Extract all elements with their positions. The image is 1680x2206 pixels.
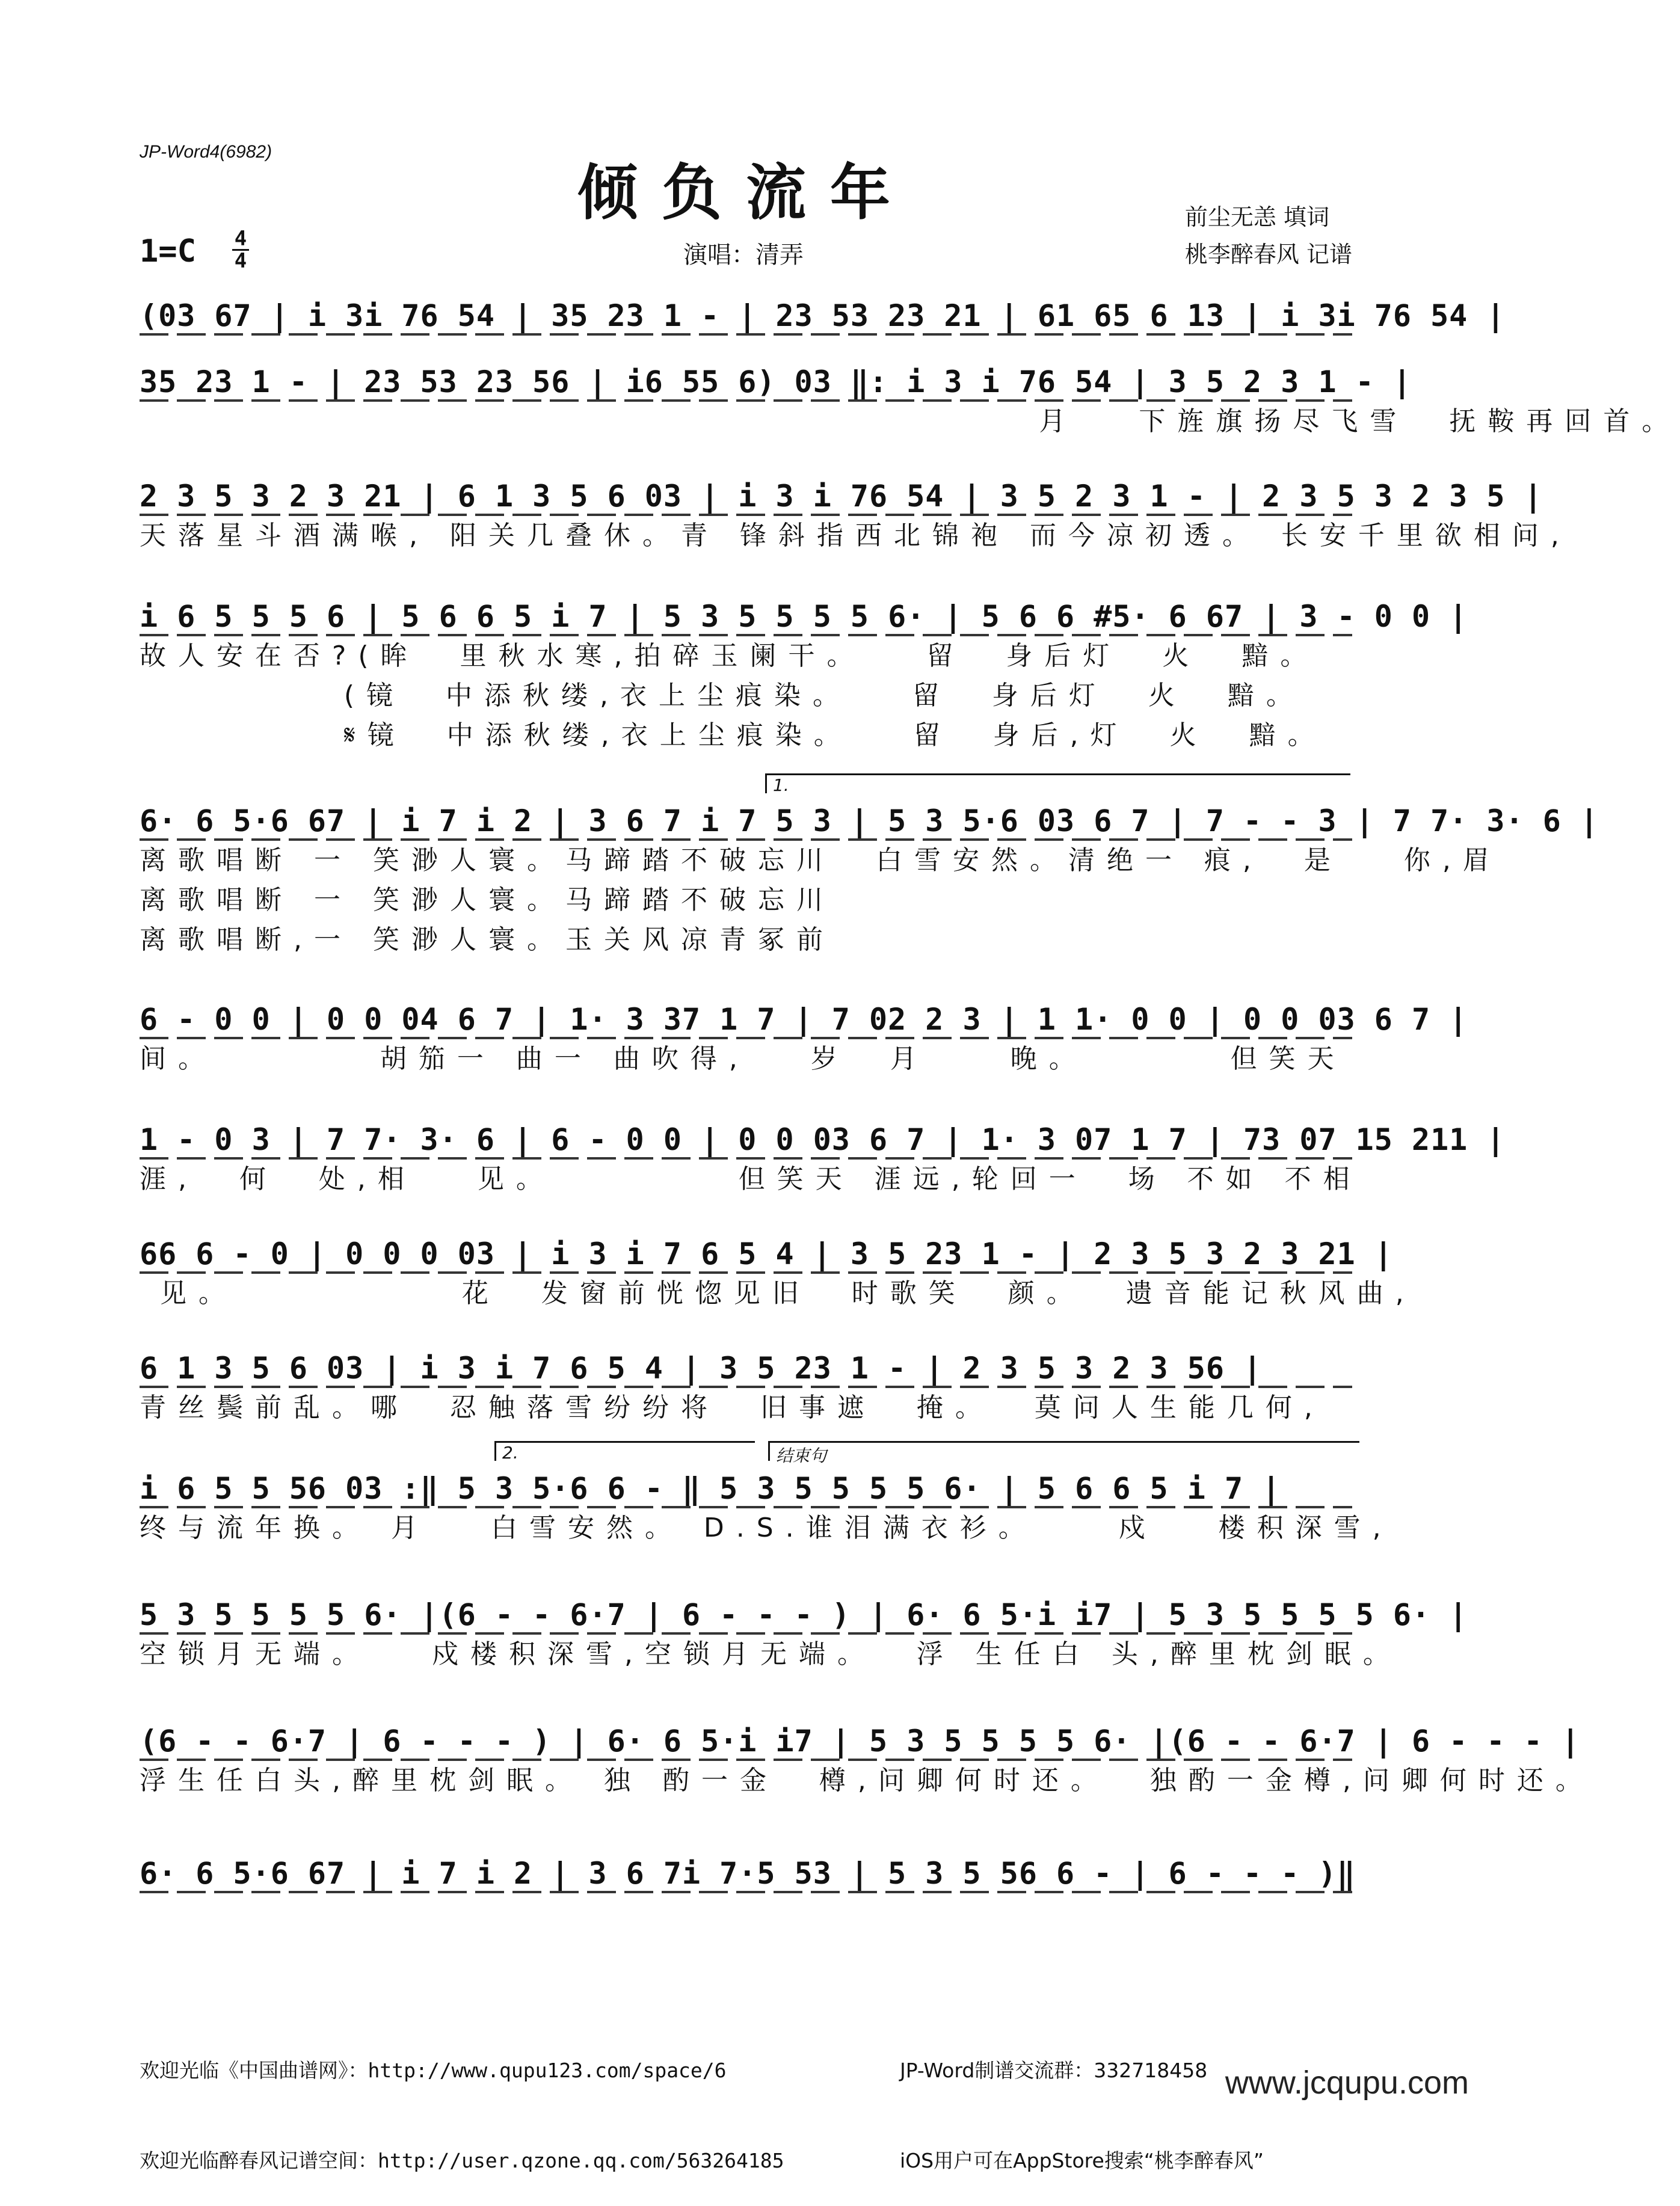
meter-bottom: 4 — [234, 249, 247, 273]
lyric-line: 月 下旌旗扬尽飞雪 抚鞍再回首。 — [140, 406, 1680, 437]
volta-bracket: 1. — [765, 773, 1350, 793]
song-title: 倾负流年 — [577, 158, 914, 228]
watermark: www.jcqupu.com — [1225, 2065, 1469, 2101]
beam-underlines — [140, 1037, 1352, 1039]
notation-line: 35 23 1 - | 23 53 23 56 | i6 55 6) 03 ‖: i 3 i 76 54 | 3 5 2 3 1 - | — [140, 364, 1412, 399]
footer-left — [140, 1996, 784, 2206]
notation-line: 5 3 5 5 5 5 6· |(6 - - 6·7 | 6 - - - ) | 6· 6 5·i i7 | 5 3 5 5 5 5 6· | — [140, 1597, 1468, 1632]
beam-underlines — [140, 1632, 1352, 1635]
lyric-line: 离歌唱断,一 笑渺人寰。玉关风凉青冢前 — [140, 924, 835, 955]
credits — [1185, 198, 1352, 273]
system-1 — [140, 295, 1506, 336]
beam-underlines — [140, 514, 1352, 516]
system-5 — [140, 775, 1599, 960]
notation-line: (6 - - 6·7 | 6 - - - ) | 6· 6 5·i i7 | 5 3 5 5 5 5 6· |(6 - - 6·7 | 6 - - - | — [140, 1724, 1580, 1759]
lyric-line: 𝄋镜 中添秋缕,衣上尘痕染。 留 身后,灯 火 黯。 — [140, 720, 1326, 751]
lyric-line: 空锁月无端。 戍楼积深雪,空锁月无端。 浮 生任白 头,醉里枕剑眠。 — [140, 1639, 1402, 1670]
lyric-line: 离歌唱断 一 笑渺人寰。马蹄踏不破忘川 — [140, 885, 835, 915]
notation-line: i 6 5 5 56 03 :‖ 5 3 5·6 6 - ‖ 5 3 5 5 5 5 6· | 5 6 6 5 i 7 | — [140, 1471, 1281, 1506]
time-signature — [232, 227, 249, 273]
system-12 — [140, 1720, 1594, 1801]
beam-underlines — [140, 1386, 1352, 1388]
notation-line: 6· 6 5·6 67 | i 7 i 2 | 3 6 7 i 7 5 3 | 5 3 5·6 03 6 7 | 7 - - 3 | 7 7· 3· 6 | — [140, 803, 1599, 838]
system-7 — [140, 1119, 1506, 1199]
system-3 — [140, 475, 1571, 556]
notation-line: 1 - 0 3 | 7 7· 3· 6 | 6 - 0 0 | 0 0 03 6 7 | 1· 3 07 1 7 | 73 07 15 211 | — [140, 1122, 1506, 1157]
system-9 — [140, 1347, 1352, 1428]
system-4 — [140, 595, 1468, 755]
beam-underlines — [140, 1157, 1352, 1160]
beam-underlines — [140, 838, 1352, 841]
key-signature: 1=C — [140, 233, 196, 269]
system-8 — [140, 1233, 1416, 1313]
notation-line: (03 67 | i 3i 76 54 | 35 23 1 - | 23 53 23 21 | 61 65 6 13 | i 3i 76 54 | — [140, 298, 1506, 333]
lyric-line: 终与流年换。 月 白雪安然。 D.S.谁泪满衣衫。 戍 楼积深雪, — [140, 1513, 1393, 1543]
volta-bracket: 2. — [494, 1441, 755, 1461]
singer: 演唱：清弄 — [683, 241, 804, 269]
beam-underlines — [140, 1759, 1352, 1761]
lyric-line: 见。 花 发窗前恍惚见旧 时歌笑 颜。 遗音能记秋风曲, — [140, 1278, 1416, 1309]
meter-top: 4 — [234, 227, 247, 251]
notation-line: i 6 5 5 5 6 | 5 6 6 5 i 7 | 5 3 5 5 5 5 6· | 5 6 6 #5· 6 67 | 3 - 0 0 | — [140, 599, 1468, 634]
lyric-line: 间。 胡笳一 曲一 曲吹得, 岁 月 晚。 但笑天 — [140, 1043, 1346, 1074]
transcriber: 桃李醉春风 记谱 — [1184, 241, 1352, 268]
lyric-line: 青丝鬓前乱。哪 忍触落雪纷纷将 旧事遮 掩。 莫问人生能几何, — [140, 1392, 1325, 1423]
lyric-line: 浮生任白头,醉里枕剑眠。 独 酌一金 樽,问卿何时还。 独酌一金樽,问卿何时还。 — [140, 1765, 1594, 1796]
footer-link-qupu[interactable]: 欢迎光临《中国曲谱网》：http://www.qupu123.com/space/6 — [140, 2059, 727, 2082]
lyric-line: 故人安在否?(眸 里秋水寒,拍碎玉阑干。 留 身后灯 火 黯。 — [140, 641, 1319, 671]
notation-line: 6 - 0 0 | 0 0 04 6 7 | 1· 3 37 1 7 | 7 02 2 3 | 1 1· 0 0 | 0 0 03 6 7 | — [140, 1002, 1468, 1037]
beam-underlines — [140, 399, 1352, 402]
footer-group: JP-Word制谱交流群：332718458 — [900, 2059, 1208, 2082]
beam-underlines — [140, 1506, 1352, 1508]
system-13 — [140, 1852, 1356, 1893]
system-6 — [140, 998, 1468, 1079]
system-10 — [140, 1443, 1393, 1548]
footer-right — [900, 1996, 1264, 2206]
notation-line: 6· 6 5·6 67 | i 7 i 2 | 3 6 7i 7·5 53 | 5 3 5 56 6 - | 6 - - - )‖ — [140, 1856, 1356, 1891]
system-11 — [140, 1594, 1468, 1674]
beam-underlines — [140, 1891, 1352, 1893]
beam-underlines — [140, 634, 1352, 636]
beam-underlines — [140, 333, 1352, 336]
ending-bracket: 结束句 — [768, 1441, 1359, 1461]
lyric-line: 涯, 何 处,相 见。 但笑天 涯远,轮回一 场 不如 不相 — [140, 1164, 1362, 1194]
notation-line: 2 3 5 3 2 3 21 | 6 1 3 5 6 03 | i 3 i 76 54 | 3 5 2 3 1 - | 2 3 5 3 2 3 5 | — [140, 479, 1543, 514]
lyric-line: (镜 中添秋缕,衣上尘痕染。 留 身后灯 火 黯。 — [140, 680, 1305, 711]
notation-line: 66 6 - 0 | 0 0 0 03 | i 3 i 7 6 5 4 | 3 5 23 1 - | 2 3 5 3 2 3 21 | — [140, 1237, 1393, 1271]
system-2 — [140, 361, 1680, 441]
lyricist: 前尘无恙 填词 — [1184, 204, 1329, 230]
footer-link-qzone[interactable]: 欢迎光临醉春风记谱空间：http://user.qzone.qq.com/563264185 — [140, 2149, 784, 2172]
beam-underlines — [140, 1271, 1352, 1274]
notation-line: 6 1 3 5 6 03 | i 3 i 7 6 5 4 | 3 5 23 1 - | 2 3 5 3 2 3 56 | — [140, 1351, 1263, 1386]
lyric-line: 天落星斗酒满喉, 阳关几叠休。青 锋斜指西北锦袍 而今凉初透。 长安千里欲相问, — [140, 520, 1571, 551]
footer-appstore: iOS用户可在AppStore搜索“桃李醉春风” — [900, 2149, 1264, 2172]
software-version: JP-Word4(6982) — [140, 142, 272, 162]
lyric-line: 离歌唱断 一 笑渺人寰。马蹄踏不破忘川 白雪安然。清绝一 痕, 是 你,眉 — [140, 845, 1501, 876]
